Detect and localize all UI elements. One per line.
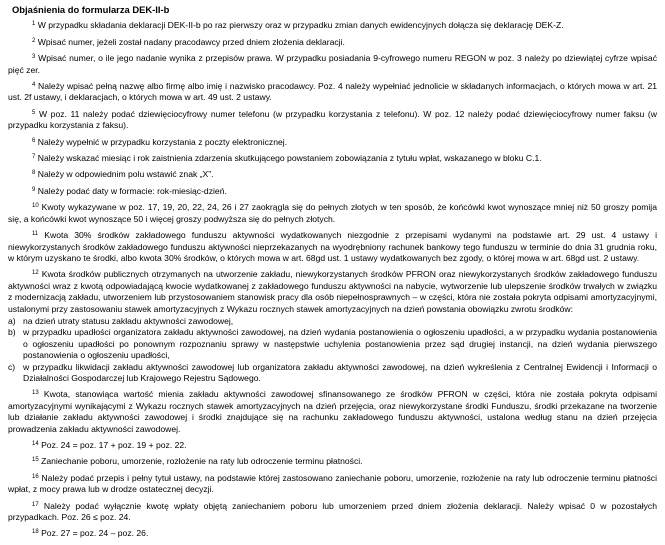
note-number: 12 <box>32 270 39 277</box>
note-text: Kwota, stanowiąca wartość mienia zakładu aktywności zawodowej sfinansowanego ze środków PFRON w części, która nie została pokryta odpisami amortyzacyjnymi wynikającymi z Wykazu rocznych stawek amortyzacyjnych na dzień przejęcia, oraz niewykorzystane środki Funduszu, środki przekazane na tworzenie lub działanie zakładu aktywności zawodowej i środki znajdujące się na rachunku zakładowego funduszu aktywności, ustalona według stanu na dzień przejęcia prowadzenia zakładu aktywności zawodowej. <box>8 389 657 434</box>
note-8 <box>8 169 657 180</box>
note-number: 17 <box>32 501 39 508</box>
note-text: Należy podać wyłącznie kwotę wpłaty objętą zaniechaniem poboru lub umorzeniem przed dniem złożenia deklaracji. Należy wpisać 0 w pozostałych przypadkach. Poz. 26 ≤ poz. 24. <box>8 500 658 523</box>
sublist-item <box>8 316 657 327</box>
note-text: Poz. 27 = poz. 24 – poz. 26. <box>41 528 149 539</box>
sublist-item <box>8 362 657 385</box>
note-text: Należy podać przepis i pełny tytuł ustawy, na podstawie której zastosowano zaniechanie poboru, umorzenie, rozłożenie na raty lub odroczenie terminu płatności wpłat, z mocy prawa lub w drodze ostatecznej decyzji. <box>8 472 658 495</box>
note-11 <box>8 230 657 264</box>
note-text: Kwota 30% środków zakładowego funduszu aktywności wydatkowanych niezgodnie z przepisami wydanymi na podstawie art. 29 ust. 4 ustawy i niewykorzystanych środków zakładowego funduszu aktywności nieprzekazanych na wyodrębniony rachunek bankowy tego funduszu w terminie do dnia 31 grudnia roku, w którym uzyskano te środki, albo kwota 30% środków, o których mowa w art. 68gd ust. 1 ustawy wydatkowanych bez zgody, o której mowa w art. 68gd ust. 2 ustawy. <box>8 230 657 263</box>
note-2 <box>8 37 657 48</box>
note-6 <box>8 137 657 148</box>
note-number: 10 <box>32 203 39 210</box>
note-18 <box>8 528 657 539</box>
note-number: 11 <box>32 231 39 238</box>
note-text: Wpisać numer, o ile jego nadanie wynika z przepisów prawa. W przypadku posiadania 9-cyfrowego numeru REGON w poz. 3 należy po dziewiątej cyfrze wpisać pięć zer. <box>8 53 657 75</box>
note-number: 5 <box>32 109 36 116</box>
note-number: 16 <box>32 473 39 480</box>
sublist-item-text: na dzień utraty statusu zakładu aktywności zawodowej, <box>23 315 234 326</box>
note-1 <box>8 20 657 31</box>
note-text: Zaniechanie poboru, umorzenie, rozłożenie na raty lub odroczenie terminu płatności. <box>41 456 363 467</box>
note-number: 13 <box>32 390 39 397</box>
sublist-item-label: b) <box>8 327 16 338</box>
sublist-item-text: w przypadku likwidacji zakładu aktywności zawodowej lub organizatora zakładu aktywności zawodowej, na dzień wykreślenia z Centralnej Ewidencji i Informacji o Działalności Gospodarczej lub Krajowego Rejestru Sądowego. <box>23 361 657 383</box>
note-15 <box>8 456 657 467</box>
note-number: 7 <box>32 154 36 161</box>
document-title: Objaśnienia do formularza DEK-II-b <box>12 4 170 15</box>
note-text: Wpisać numer, jeżeli został nadany pracodawcy przed dniem złożenia deklaracji. <box>37 36 345 47</box>
note-number: 14 <box>32 441 39 447</box>
sublist-item-label: a) <box>8 315 16 326</box>
note-text: Należy wskazać miesiąc i rok zaistnienia zdarzenia skutkującego powstaniem zobowiązania z tytułu wpłat, wskazanego w bloku C.1. <box>37 153 542 164</box>
sublist-item <box>8 327 657 361</box>
note-number: 3 <box>32 54 36 61</box>
note-14 <box>8 440 657 451</box>
note-text: Należy wpisać pełną nazwę albo firmę albo imię i nazwisko pracodawcy. Poz. 4 należy wypełniać jednolicie w składanych informacjach, o których mowa w art. 21 ust. 2f ustawy, i deklaracjach, o których mowa w art. 49 ust. 2 ustawy. <box>8 81 657 103</box>
note-number: 8 <box>32 170 36 177</box>
note-9 <box>8 186 657 197</box>
sublist-item-label: c) <box>8 361 16 372</box>
note-text: W przypadku składania deklaracji DEK-II-b po raz pierwszy oraz w przypadku zmian danych ewidencyjnych dołącza się deklarację DEK-Z. <box>37 20 564 31</box>
note-number: 4 <box>32 82 36 89</box>
note-text: W poz. 11 należy podać dziewięciocyfrowy numer telefonu (w przypadku korzystania z telefonu). W poz. 12 należy podać dziewięciocyfrowy numer faksu (w przypadku korzystania z faksu). <box>8 108 657 131</box>
note-4 <box>8 81 657 104</box>
note-number: 9 <box>32 186 36 193</box>
note-number: 18 <box>32 529 39 536</box>
sublist-item-text: w przypadku upadłości organizatora zakładu aktywności zawodowej, na dzień wydania postanowienia o ogłoszeniu upadłości, a w przypadku wydania postanowienia o ogłoszeniu upadłości po ponownym rozpoznaniu sprawy w następstwie uchylenia postanowienia przez sąd drugiej instancji, na dzień wydania pierwszego postanowienia o ogłoszeniu upadłości, <box>23 327 657 361</box>
note-7 <box>8 153 657 164</box>
note-10 <box>8 202 657 225</box>
note-text: Należy wypełnić w przypadku korzystania z poczty elektronicznej. <box>37 136 288 147</box>
note-number: 6 <box>32 137 36 144</box>
note-12-sublist <box>8 316 657 384</box>
note-text: Kwoty wykazywane w poz. 17, 19, 20, 22, 24, 26 i 27 zaokrągla się do pełnych złotych w ten sposób, że końcówki kwot wynoszące mniej niż 50 groszy pomija się, a końcówki kwot wynoszące 50 i więcej groszy podwyższa się do pełnych złotych. <box>8 202 657 224</box>
note-3 <box>8 53 657 76</box>
note-5 <box>8 109 657 132</box>
note-16 <box>8 473 657 496</box>
note-number: 15 <box>32 457 39 464</box>
note-number: 2 <box>32 37 36 44</box>
note-text: Należy w odpowiednim polu wstawić znak „X”. <box>37 169 214 180</box>
note-13 <box>8 389 657 435</box>
note-number: 1 <box>32 21 36 28</box>
note-text: Należy podać daty w formacie: rok-miesiąc-dzień. <box>37 185 227 196</box>
note-12 <box>8 269 657 315</box>
note-text: Kwota środków publicznych otrzymanych na utworzenie zakładu, niewykorzystanych środków PFRON oraz niewykorzystanych środków zakładowego funduszu aktywności wraz z kwotą odpowiadającą kwocie wydatkowanej z zakładowego funduszu aktywności na nabycie, wytworzenie lub ulepszenie środków trwałych w związku z modernizacją zakładu, utworzeniem lub przystosowaniem stanowisk pracy dla osób niepełnosprawnych – w części, która nie została pokryta odpisami amortyzacyjnymi, ustalonymi przy zastosowaniu stawek amortyzacyjnych z Wykazu rocznych stawek amortyzacyjnych na dzień powstania obowiązku zwrotu środków: <box>8 269 657 314</box>
note-text: Poz. 24 = poz. 17 + poz. 19 + poz. 22. <box>41 440 187 450</box>
note-17 <box>8 501 657 524</box>
